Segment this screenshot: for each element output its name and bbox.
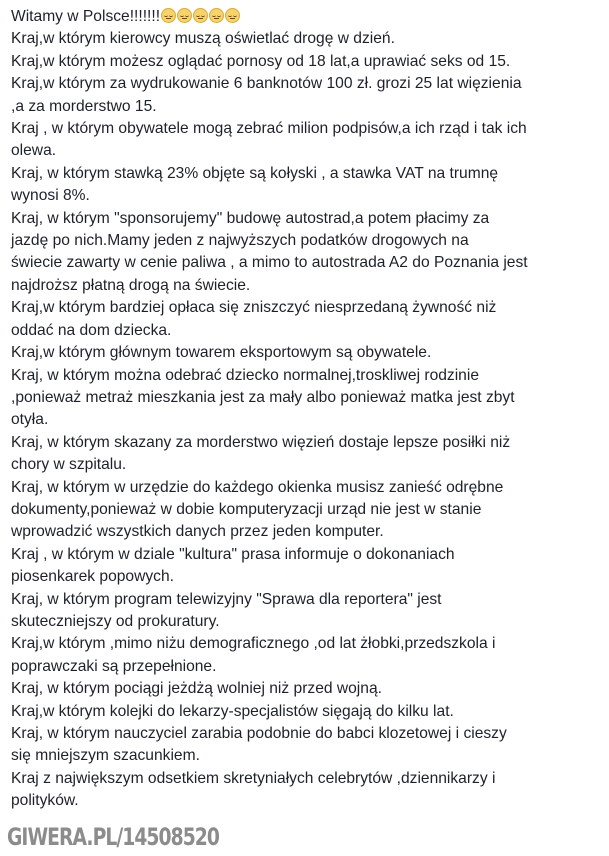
post-greeting-line xyxy=(11,6,601,28)
post-line: Kraj,w którym głównym towarem eksportowym są obywatele. xyxy=(11,344,432,362)
relieved-face-icon xyxy=(209,8,224,23)
post-lines xyxy=(11,28,601,812)
post-line: wprowadzić wszystkich danych przez jeden komputer. xyxy=(11,523,384,541)
post-line: chory w szpitalu. xyxy=(11,456,127,474)
post-line: Kraj , w którym obywatele mogą zebrać milion podpisów,a ich rząd i tak ich xyxy=(11,120,527,138)
relieved-face-icon xyxy=(193,8,208,23)
emoji-row xyxy=(160,8,240,25)
post-line: Kraj , w którym w dziale "kultura" prasa informuje o dokonaniach xyxy=(11,545,455,563)
post-line: świecie zawarty w cenie paliwa , a mimo to autostrada A2 do Poznania jest xyxy=(11,254,528,272)
post-line: poprawczaki są przepełnione. xyxy=(11,657,217,675)
relieved-face-icon xyxy=(177,8,192,23)
watermark-bar xyxy=(0,818,609,856)
post-line: Kraj, w którym można odebrać dziecko normalnej,troskliwej rodzinie xyxy=(11,366,479,384)
post-line: skuteczniejszy od prokuratury. xyxy=(11,612,220,630)
post-line: piosenkarek popowych. xyxy=(11,568,174,586)
post-line: Kraj,w którym kolejki do lekarzy-specjalistów sięgają do kilku lat. xyxy=(11,702,454,720)
post-line: oddać na dom dziecka. xyxy=(11,321,172,339)
post-line: Kraj,w którym bardziej opłaca się zniszczyć niesprzedaną żywność niż xyxy=(11,299,497,317)
relieved-face-icon xyxy=(225,8,240,23)
post-line: Kraj,w którym za wydrukowanie 6 banknotów 100 zł. grozi 25 lat więzienia xyxy=(11,75,522,93)
post-line: Kraj, w którym pociągi jeżdżą wolniej niż przed wojną. xyxy=(11,680,382,698)
post-line: Kraj, w którym nauczyciel zarabia podobnie do babci klozetowej i cieszy xyxy=(11,725,507,742)
post-line: Kraj, w którym program telewizyjny "Sprawa dla reportera" jest xyxy=(11,590,442,608)
post-line: się mniejszym szacunkiem. xyxy=(11,747,200,765)
post-line: Kraj,w którym kierowcy muszą oświetlać drogę w dzień. xyxy=(11,30,395,48)
post-greeting: Witamy w Polsce!!!!!!! xyxy=(11,8,161,25)
post-line: Kraj z największym odsetkiem skretyniałych celebrytów ,dziennikarzy i xyxy=(11,769,496,787)
post-line: Kraj, w którym "sponsorujemy" budowę autostrad,a potem płacimy za xyxy=(11,209,490,227)
watermark-text: GIWERA.PL/14508520 xyxy=(7,823,219,851)
post-line: olewa. xyxy=(11,142,57,160)
post-line: dokumenty,ponieważ w dobie komputeryzacji urząd nie jest w stanie xyxy=(11,500,482,518)
post-line: najdroższ płatną drogą na świecie. xyxy=(11,276,251,294)
post-line: ,a za morderstwo 15. xyxy=(11,97,157,115)
post-line: Kraj, w którym stawką 23% objęte są kołyski , a stawka VAT na trumnę xyxy=(11,164,499,182)
relieved-face-icon xyxy=(161,8,176,23)
post-line: Kraj, w którym w urzędzie do każdego okienka musisz zanieść odrębne xyxy=(11,478,504,496)
post-line: jazdę po nich.Mamy jeden z najwyższych podatków drogowych na xyxy=(11,232,469,250)
post-line: otyła. xyxy=(11,411,49,429)
post-line: ,ponieważ metraż mieszkania jest za mały albo ponieważ matka jest zbyt xyxy=(11,388,515,406)
post-text xyxy=(11,6,601,813)
post-line: wynosi 8%. xyxy=(11,187,90,205)
post-line: Kraj, w którym skazany za morderstwo więzień dostaje lepsze posiłki niż xyxy=(11,433,511,451)
post-line: Kraj,w którym ,mimo niżu demograficznego ,od lat żłobki,przedszkola i xyxy=(11,635,496,653)
post-line: Kraj,w którym możesz oglądać pornosy od 18 lat,a uprawiać seks od 15. xyxy=(11,52,511,70)
post-line: polityków. xyxy=(11,792,79,810)
